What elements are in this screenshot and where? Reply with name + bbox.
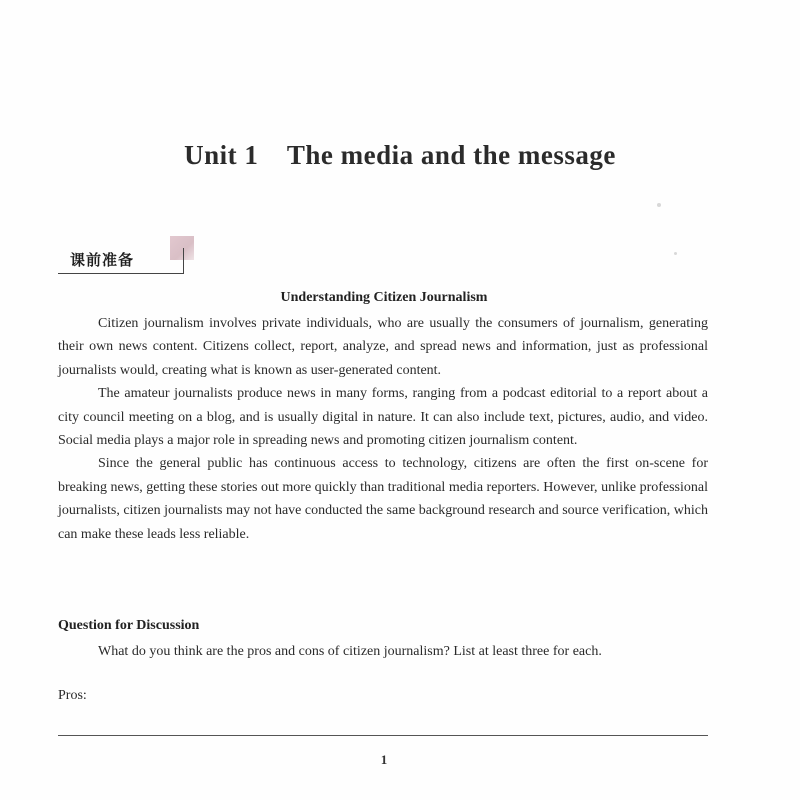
pros-label: Pros: [58, 688, 87, 703]
article-title: Understanding Citizen Journalism [280, 290, 488, 305]
unit-title: Unit 1 The media and the message [184, 140, 616, 170]
section-badge [58, 236, 198, 278]
scan-speck [674, 252, 677, 255]
answer-line [58, 735, 708, 736]
page-number: 1 [380, 752, 388, 767]
article-paragraph: The amateur journalists produce news in many forms, ranging from a podcast editorial to a report about a city council meeting on a blog, and is usually digital in nature. It can also include text, pictures, audio, and video. Social media plays a major role in spreading news and promoting citizen journalism content. [58, 386, 708, 449]
section-badge-label: 课前准备 [58, 248, 184, 274]
scan-speck [657, 203, 661, 207]
discussion-heading: Question for Discussion [58, 618, 200, 633]
article-paragraph: Since the general public has continuous access to technology, citizens are often the first on-scene for breaking news, getting these stories out more quickly than traditional media reporters. However, unlike professional journalists, citizen journalists may not have conducted the same background research and source verification, which can make these leads less reliable. [58, 456, 709, 542]
discussion-question: What do you think are the pros and cons of citizen journalism? List at least three for each. [98, 644, 602, 659]
article-body [58, 312, 708, 546]
article-paragraph: Citizen journalism involves private individuals, who are usually the consumers of journalism, generating their own news content. Citizens collect, report, analyze, and spread news and information, just as professional journalists would, creating what is known as user-generated content. [58, 316, 708, 378]
